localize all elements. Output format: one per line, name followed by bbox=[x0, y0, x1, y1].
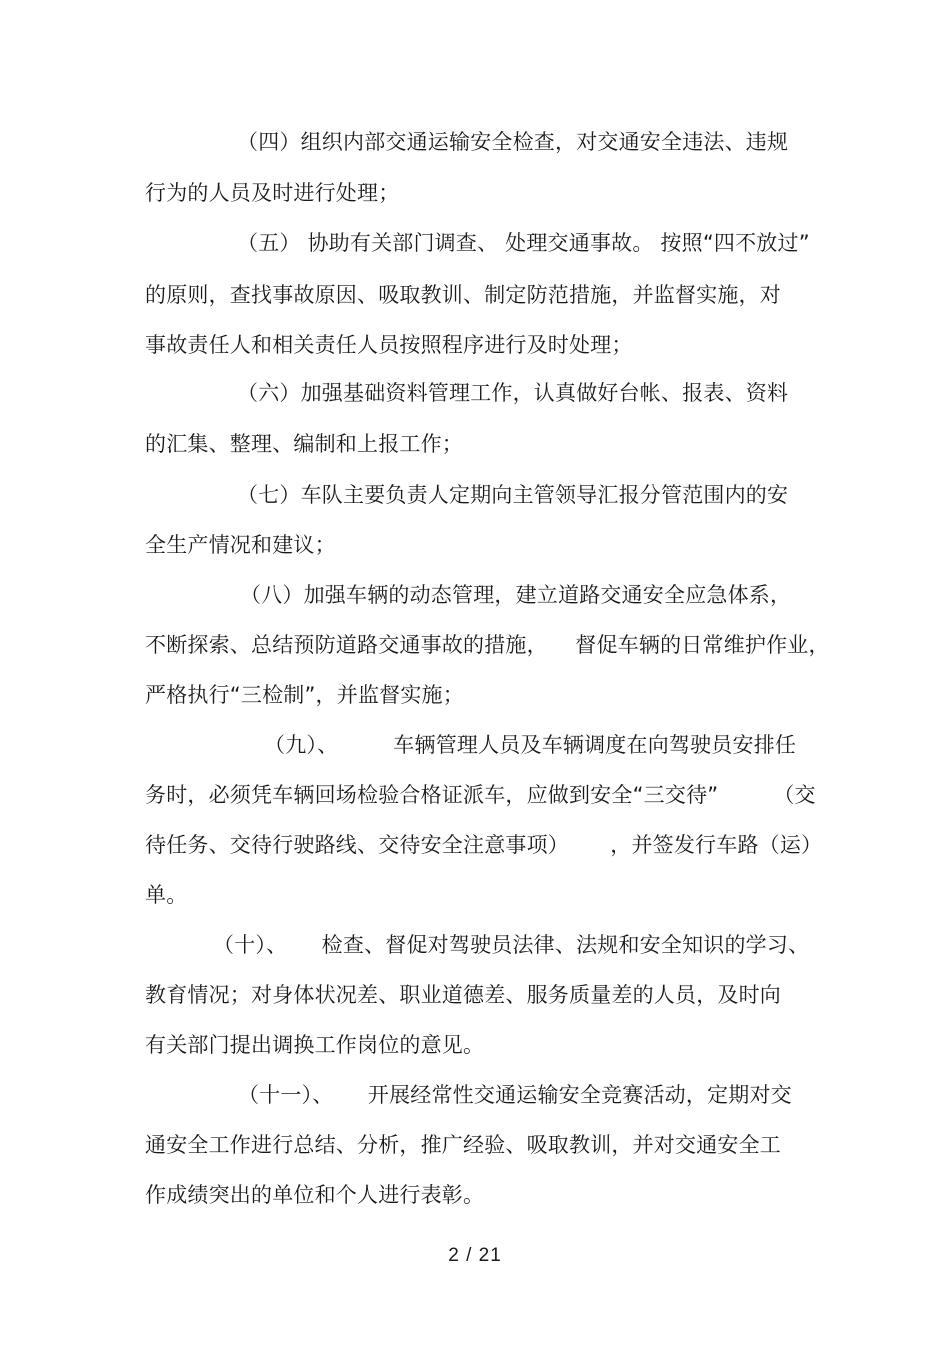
text-line: 严格执行“三检制”，并监督实施； bbox=[145, 683, 464, 707]
text-line: 全生产情况和建议； bbox=[145, 533, 336, 557]
text-line: （七）车队主要负责人定期向主管领导汇报分管范围内的安 bbox=[237, 483, 789, 507]
text-line: 单。 bbox=[145, 883, 188, 907]
text-line: 教育情况；对身体状况差、职业道德差、服务质量差的人员，及时向 bbox=[145, 983, 781, 1007]
text-line: 有关部门提出调换工作岗位的意见。 bbox=[145, 1033, 485, 1057]
text-line: （九）、 车辆管理人员及车辆调度在向驾驶员安排任 bbox=[264, 733, 797, 757]
text-line: 的汇集、整理、编制和上报工作； bbox=[145, 432, 463, 456]
text-line: 的原则，查找事故原因、吸取教训、制定防范措施，并监督实施，对 bbox=[145, 283, 781, 307]
text-line: （十）、 检查、督促对驾驶员法律、法规和安全知识的学习、 bbox=[213, 933, 810, 957]
text-line: 不断探索、总结预防道路交通事故的措施， 督促车辆的日常维护作业， bbox=[145, 633, 830, 657]
text-line: （五） 协助有关部门调查、 处理交通事故。 按照“四不放过” bbox=[237, 231, 810, 255]
page-number: 2 / 21 bbox=[448, 1245, 502, 1266]
text-line: 待任务、交待行驶路线、交待安全注意事项） ，并签发行车路（运） bbox=[145, 833, 823, 857]
text-line: 行为的人员及时进行处理； bbox=[145, 181, 400, 205]
text-line: （八）加强车辆的动态管理，建立道路交通安全应急体系， bbox=[240, 583, 792, 607]
text-line: （四）组织内部交通运输安全检查，对交通安全违法、违规 bbox=[237, 130, 789, 154]
text-line: （六）加强基础资料管理工作，认真做好台帐、报表、资料 bbox=[237, 381, 789, 405]
text-line: 作成绩突出的单位和个人进行表彰。 bbox=[145, 1183, 485, 1207]
text-line: （十一）、 开展经常性交通运输安全竞赛活动，定期对交 bbox=[238, 1083, 792, 1107]
text-line: 通安全工作进行总结、分析，推广经验、吸取教训，并对交通安全工 bbox=[145, 1133, 781, 1157]
text-line: 务时，必须凭车辆回场检验合格证派车，应做到安全“三交待” （交 bbox=[145, 783, 816, 807]
text-line: 事故责任人和相关责任人员按照程序进行及时处理； bbox=[145, 333, 633, 357]
